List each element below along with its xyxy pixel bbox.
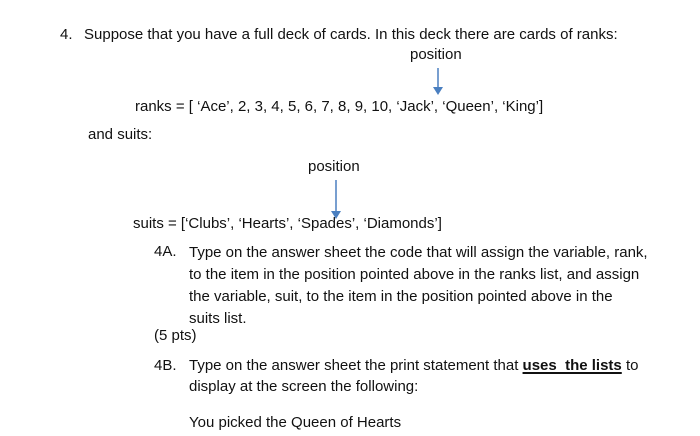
- part-4b-text-before: Type on the answer sheet the print statement that: [189, 357, 519, 374]
- and-suits-text: and suits:: [88, 126, 153, 143]
- ranks-position-label: position: [410, 46, 462, 63]
- part-4a-text: [189, 242, 689, 330]
- question-intro: Suppose that you have a full deck of cards. In this deck there are cards of ranks:: [84, 26, 618, 43]
- part-4b-label: 4B.: [154, 357, 177, 374]
- suits-position-label: position: [308, 158, 360, 175]
- part-4b-emphasis: uses the lists: [522, 357, 622, 374]
- part-4a-line: Type on the answer sheet the code that will assign the variable, rank,: [189, 244, 648, 261]
- part-4b-line-2: display at the screen the following:: [189, 378, 419, 395]
- expected-output: You picked the Queen of Hearts: [189, 414, 402, 431]
- part-4b-text-after: to: [625, 357, 639, 374]
- part-4a-label: 4A.: [154, 243, 177, 260]
- part-4a-line: to the item in the position pointed above in the ranks list, and assign: [189, 266, 640, 283]
- part-4a-line: suits list.: [189, 310, 247, 327]
- part-4a-line: the variable, suit, to the item in the position pointed above in the: [189, 288, 613, 305]
- ranks-position-arrow-icon: [432, 68, 444, 96]
- ranks-list-line: ranks = [ ‘Ace’, 2, 3, 4, 5, 6, 7, 8, 9, 10, ‘Jack’, ‘Queen’, ‘King’]: [135, 98, 544, 115]
- part-4a-points: (5 pts): [154, 327, 197, 344]
- suits-position-arrow-icon: [330, 180, 342, 220]
- question-number: 4.: [60, 26, 73, 43]
- suits-list-line: suits = [‘Clubs’, ‘Hearts’, ‘Spades’, ‘Diamonds’]: [133, 215, 442, 232]
- part-4b-line-1: [189, 357, 638, 375]
